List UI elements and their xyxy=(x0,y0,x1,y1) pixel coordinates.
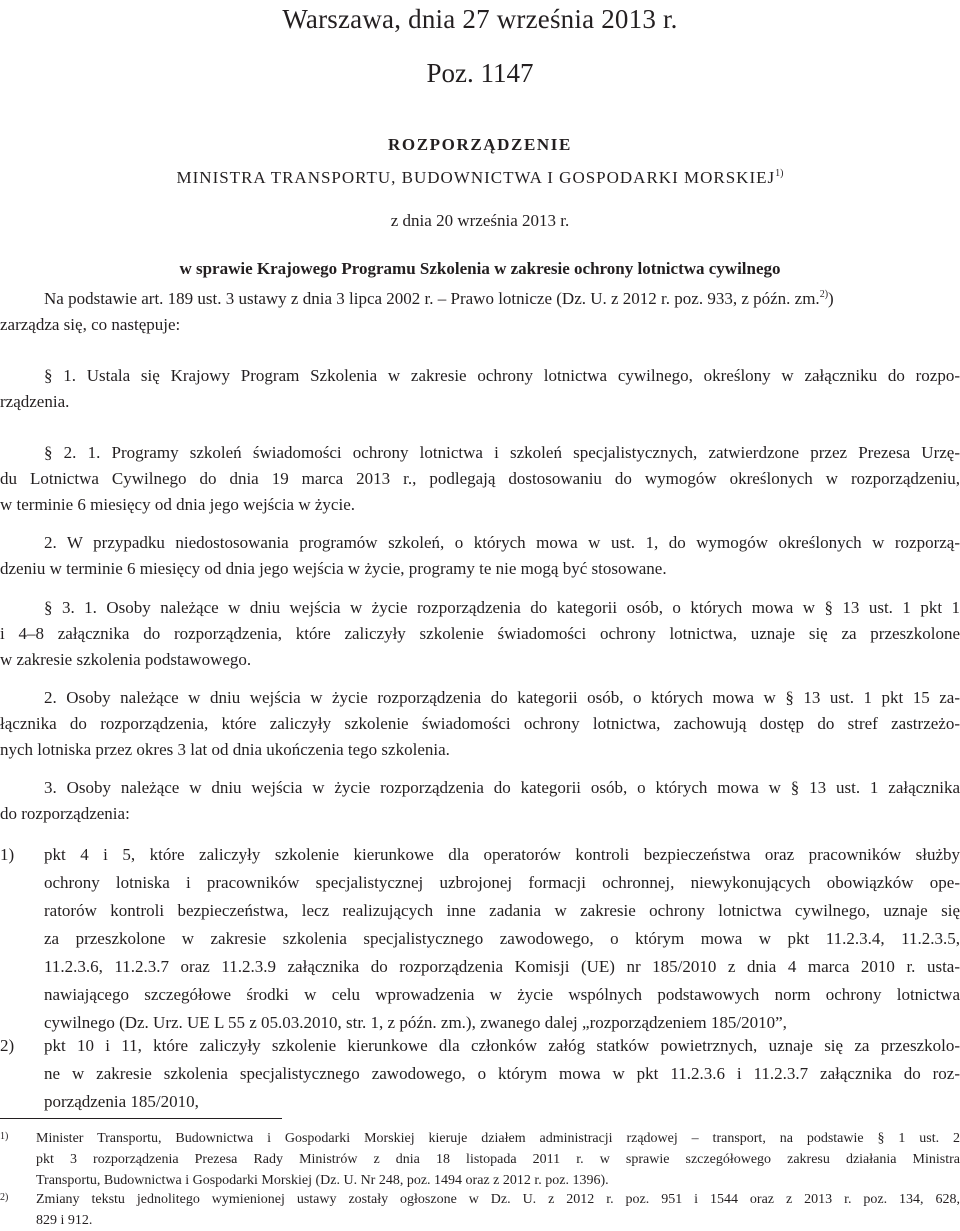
issuing-authority xyxy=(0,163,960,189)
preamble xyxy=(0,286,960,312)
preamble-closing: zarządza się, co następuje: xyxy=(0,315,181,334)
footnote-number: 1) xyxy=(0,1131,9,1142)
regulation-subject: w sprawie Krajowego Programu Szkolenia w zakresie ochrony lotnictwa cywilnego xyxy=(179,259,781,278)
footnote-ref-2[interactable]: 2) xyxy=(819,289,829,300)
footnote-separator xyxy=(0,1118,282,1119)
section-3-paragraph-2: 2. Osoby należące w dniu wejścia w życie rozporządzenia do kategorii osób, o których mowa w § 13 ust. 1 pkt 15 za- łącznika do rozporządzenia, które zaliczyły szkolenie świadomości ochrony lotnictwa, zachowują dostęp do stref zastrzeżo- nych lotniska przez okres 3 lat od dnia ukończenia tego szkolenia. xyxy=(0,688,960,759)
list-item-number: 2) xyxy=(0,1036,15,1055)
footnote-number: 2) xyxy=(0,1192,9,1203)
section-3-paragraph-1: § 3. 1. Osoby należące w dniu wejścia w życie rozporządzenia do kategorii osób, o których mowa w § 13 ust. 1 pkt 1 i 4–8 załącznika do rozporządzenia, które zaliczyły szkolenie świadomości ochrony lotnictwa, uznaje się za przeszkolone w zakresie szkolenia podstawowego. xyxy=(0,598,960,669)
section-2-paragraph-2: 2. W przypadku niedostosowania programów szkoleń, o których mowa w ust. 1, do wymogów określonych w rozporzą- dzeniu w terminie 6 miesięcy od dnia jego wejścia w życie, programy te nie mogą być stosowane. xyxy=(0,533,960,578)
preamble-line: Na podstawie art. 189 ust. 3 ustawy z dnia 3 lipca 2002 r. – Prawo lotnicze (Dz. U. z 2012 r. poz. 933, z późn. zm.$^{2)}$) xyxy=(44,289,834,308)
place-date: Warszawa, dnia 27 września 2013 r. xyxy=(282,4,678,34)
footnote-ref-1[interactable]: 1) xyxy=(775,168,784,179)
position-number: Poz. 1147 xyxy=(426,58,534,88)
section-3-paragraph-3: 3. Osoby należące w dniu wejścia w życie rozporządzenia do kategorii osób, o których mowa w § 13 ust. 1 załącznika do rozporządzenia: xyxy=(0,778,960,823)
section-2-paragraph-1: § 2. 1. Programy szkoleń świadomości ochrony lotnictwa i szkoleń specjalistycznych, zatwierdzone przez Prezesa Urzę- du Lotnictwa Cywilnego do dnia 19 marca 2013 r., podlegają dostosowaniu do wymogów określonych w rozporządzeniu, w terminie 6 miesięcy od dnia jego wejścia w życie. xyxy=(0,443,960,514)
section-1: § 1. Ustala się Krajowy Program Szkolenia w zakresie ochrony lotnictwa cywilnego, określony w załączniku do rozpo- rządzenia. xyxy=(0,366,960,411)
issue-date: z dnia 20 września 2013 r. xyxy=(390,211,570,230)
document-type: ROZPORZĄDZENIE xyxy=(388,135,572,154)
document-page: Warszawa, dnia 27 września 2013 r. Poz. 1147 ROZPORZĄDZENIE MINISTRA TRANSPORTU, BUDOWNICTWA I GOSPODARKI MORSKIEJ$^{1)}$ z dnia 20 września 2013 r. w sprawie Krajowego Programu Szkolenia w zakresie ochrony lotnictwa cywilnego Na podstawie art. 189 ust. 3 ustawy z dnia 3 lipca 2002 r. – Prawo lotnicze (Dz. U. z 2012 r. poz. 933, z późn. zm.$^{2)}$) zarządza się, co następuje: § 1. Ustala się Krajowy Program Szkolenia w zakresie ochrony lotnictwa cywilnego, określony w załączniku do rozpo- rządzenia. § 2. 1. Programy szkoleń świadomości ochrony lotnictwa i szkoleń specjalistycznych, zatwierdzone przez Prezesa Urzę- du Lotnictwa Cywilnego do dnia 19 marca 2013 r., podlegają dostosowaniu do wymogów określonych w rozporządzeniu, w terminie 6 miesięcy od dnia jego wejścia w życie. 2. W przypadku niedostosowania programów szkoleń, o których mowa w ust. 1, do wymogów określonych w rozporzą- dzeniu w terminie 6 miesięcy od dnia jego wejścia w życie, programy te nie mogą być stosowane. § 3. 1. Osoby należące w dniu wejścia w życie rozporządzenia do kategorii osób, o których mowa w § 13 ust. 1 pkt 1 i 4–8 załącznika do rozporządzenia, które zaliczyły szkolenie świadomości ochrony lotnictwa, uznaje się za przeszkolone w zakresie szkolenia podstawowego. 2. Osoby należące w dniu wejścia w życie rozporządzenia do kategorii osób, o których mowa w § 13 ust. 1 pkt 15 za- łącznika do rozporządzenia, które zaliczyły szkolenie świadomości ochrony lotnictwa, zachowują dostęp do stref zastrzeżo- nych lotniska przez okres 3 lat od dnia ukończenia tego szkolenia. 3. Osoby należące w dniu wejścia w życie rozporządzenia do kategorii osób, o których mowa w § 13 ust. 1 załącznika do rozporządzenia: 1) pkt 4 i 5, które zaliczyły szkolenie kierunkowe dla operatorów kontroli bezpieczeństwa oraz pracowników służby ochrony lotniska i pracowników specjalistycznej uzbrojonej formacji ochronnej, niewykonujących obowiązków ope- ratorów kontroli bezpieczeństwa, lecz realizujących inne zadania w zakresie ochrony lotnictwa cywilnego, uznaje się za przeszkolone w zakresie szkolenia specjalistycznego zawodowego, o którym mowa w pkt 11.2.3.4, 11.2.3.5, 11.2.3.6, 11.2.3.7 oraz 11.2.3.9 załącznika do rozporządzenia Komisji (UE) nr 185/2010 z dnia 4 marca 2010 r. usta- nawiającego szczegółowe środki w celu wprowadzenia w życie wspólnych podstawowych norm ochrony lotnictwa cywilnego (Dz. Urz. UE L 55 z 05.03.2010, str. 1, z późn. zm.), zwanego dalej „rozporządzeniem 185/2010”, 2) pkt 10 i 11, które zaliczyły szkolenie kierunkowe dla członków załóg statków powietrznych, uznaje się za przeszkolo- ne w zakresie szkolenia specjalistycznego zawodowego, o którym mowa w pkt 11.2.3.6 i 11.2.3.7 załącznika do roz- porządzenia 185/2010, 1) Minister Transportu, Budownictwa i Gospodarki Morskiej kieruje działem administracji rządowej – transport, na podstawie § 1 ust. 2 pkt 3 rozporządzenia Prezesa Rady Ministrów z dnia 18 listopada 2011 r. w sprawie szczegółowego zakresu działania Ministra Transportu, Budownictwa i Gospodarki Morskiej (Dz. U. Nr 248, poz. 1494 oraz z 2012 r. poz. 1396). 2) Zmiany tekstu jednolitego wymienionej ustawy zostały ogłoszone w Dz. U. z 2012 r. poz. 951 i 1544 oraz z 2013 r. poz. 134, 628, 829 i 912. xyxy=(0,4,960,1228)
authority-name: MINISTRA TRANSPORTU, BUDOWNICTWA I GOSPODARKI MORSKIEJ xyxy=(176,168,776,187)
list-item-number: 1) xyxy=(0,845,15,864)
